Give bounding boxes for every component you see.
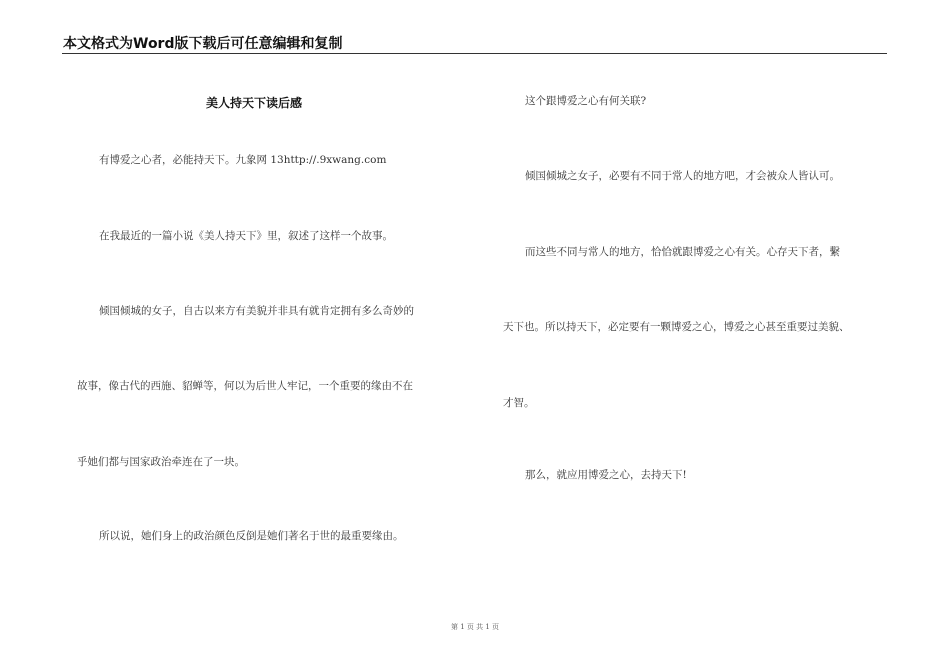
- paragraph-line: 所以说，她们身上的政治颜色反倒是她们著名于世的最重要缘由。: [99, 530, 404, 542]
- paragraph-line: 倾国倾城的女子，自古以来方有美貌并非具有就肯定拥有多么奇妙的: [99, 305, 414, 317]
- article-title: 美人持天下读后感: [206, 96, 303, 110]
- paragraph-line: 这个跟博爱之心有何关联?: [525, 95, 647, 107]
- page-footer: 第 1 页 共 1 页: [450, 623, 500, 631]
- paragraph-line: 故事，像古代的西施、貂蝉等，何以为后世人牢记，一个重要的缘由不在: [77, 380, 413, 392]
- paragraph-line: 天下也。所以持天下，必定要有一颗博爱之心，博爱之心甚至重要过美貌、: [503, 321, 850, 333]
- paragraph-line: 才智。: [503, 397, 535, 409]
- paragraph-line: 倾国倾城之女子，必要有不同于常人的地方吧，才会被众人皆认可。: [525, 170, 840, 182]
- paragraph-line: 在我最近的一篇小说《美人持天下》里，叙述了这样一个故事。: [99, 230, 393, 242]
- paragraph-line: 有博爱之心者，必能持天下。九象网 13http://.9xwang.com: [99, 154, 387, 166]
- paragraph-line: 乎她们都与国家政治牵连在了一块。: [77, 456, 245, 468]
- paragraph-line: 而这些不同与常人的地方，恰恰就跟博爱之心有关。心存天下者，繫: [525, 246, 840, 258]
- document-header: 本文格式为Word版下载后可任意编辑和复制: [63, 36, 343, 52]
- paragraph-line: 那么，就应用博爱之心，去持天下!: [525, 469, 687, 481]
- header-divider: [62, 53, 887, 54]
